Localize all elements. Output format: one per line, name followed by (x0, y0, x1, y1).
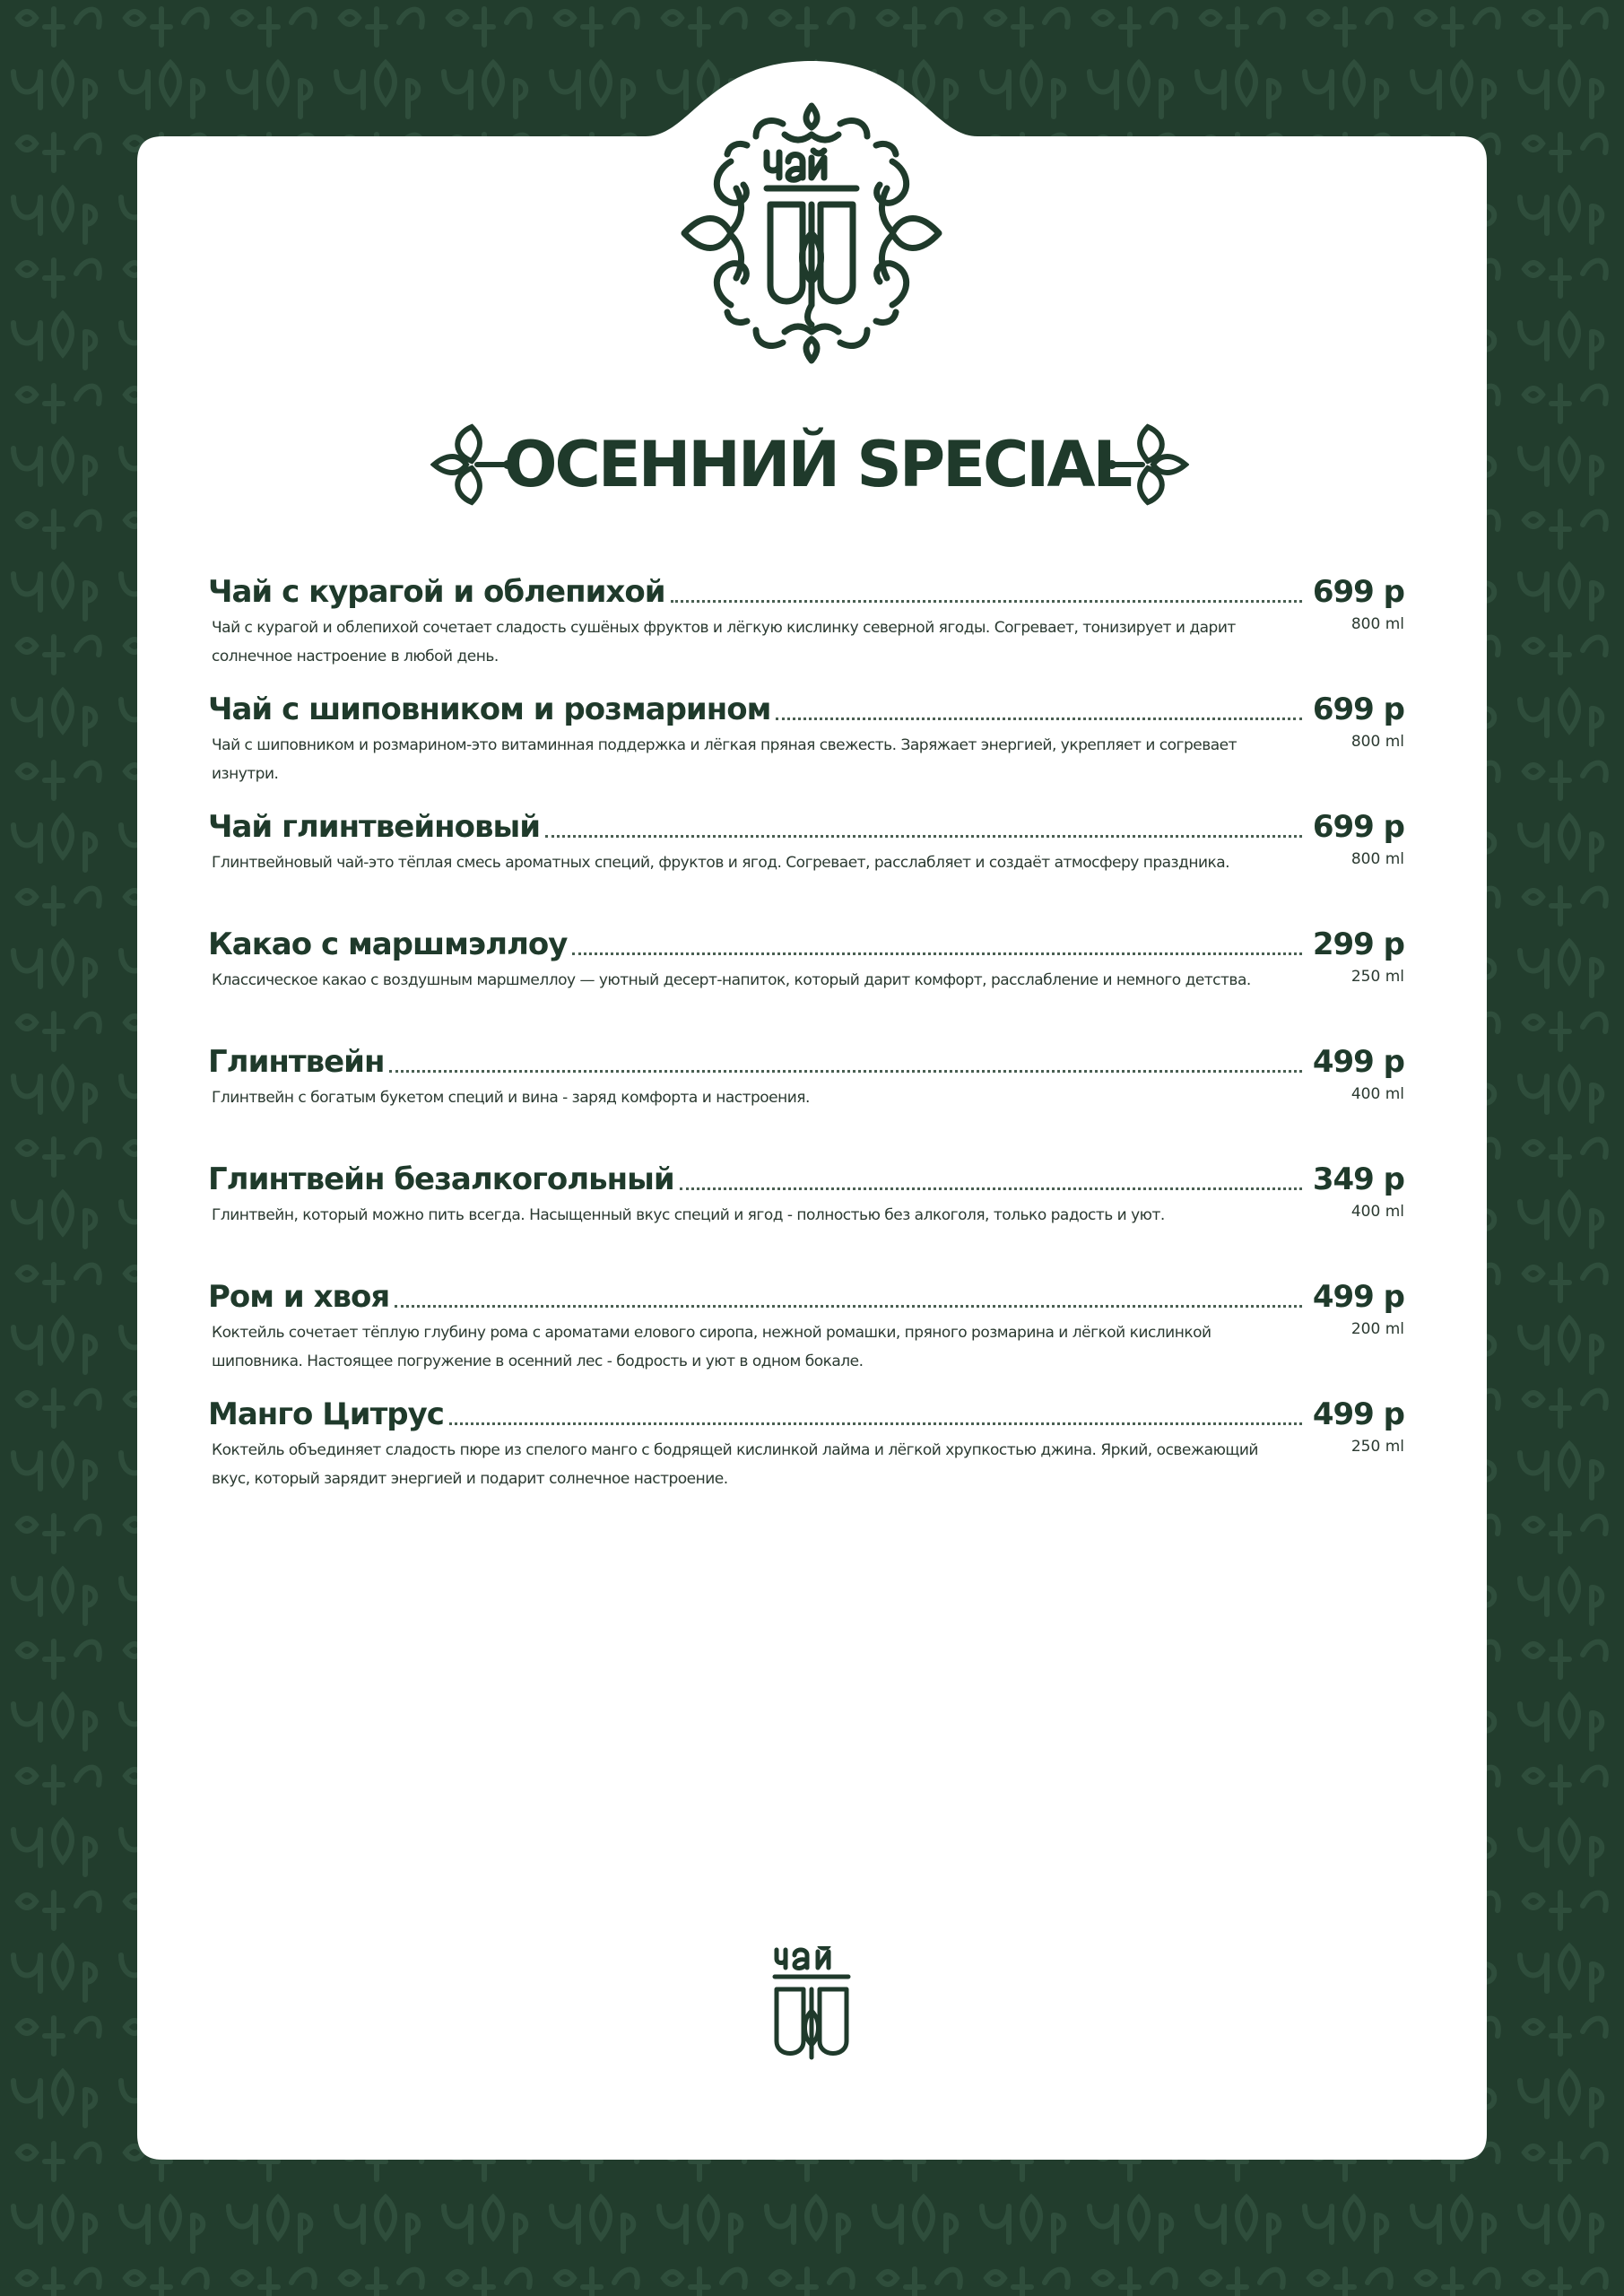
menu-item (208, 1152, 1404, 1260)
item-description: Коктейль объединяет сладость пюре из спелого манго с бодрящей кислинкой лайма и лёгкой хрупкостью джина. Яркий, освежающий вкус, который зарядит энергией и подарит солнечное настроение. (212, 1441, 1258, 1488)
item-name: Какао с маршмэллоу (208, 926, 568, 962)
dotted-leader (572, 952, 1301, 955)
item-volume: 800 ml (1350, 850, 1404, 868)
item-volume: 250 ml (1350, 968, 1404, 986)
item-price: 499 р (1312, 1279, 1404, 1315)
item-price: 299 р (1312, 926, 1404, 962)
menu-item (208, 1035, 1404, 1143)
item-name: Ром и хвоя (208, 1279, 390, 1315)
item-volume: 400 ml (1350, 1203, 1404, 1221)
dotted-leader (545, 834, 1302, 838)
chai-monogram-small-icon (771, 1946, 852, 2063)
chai-logo-icon (677, 99, 946, 368)
item-volume: 400 ml (1350, 1085, 1404, 1103)
dotted-leader (776, 717, 1301, 720)
item-name: Чай глинтвейновый (208, 809, 541, 845)
item-description: Классическое какао с воздушным маршмеллоу — уютный десерт-напиток, который дарит комфорт, расслабление и немного детства. (212, 971, 1251, 989)
title-row (430, 413, 1189, 517)
menu-item (208, 683, 1404, 790)
menu-item (208, 918, 1404, 1025)
menu-item (208, 1270, 1404, 1378)
menu-item (208, 1387, 1404, 1495)
item-description: Глинтвейн с богатым букетом специй и вина - заряд комфорта и настроения. (212, 1089, 810, 1107)
page-title: ОСЕННИЙ SPECIAL (504, 428, 1131, 501)
item-description: Чай с курагой и облепихой сочетает сладость сушёных фруктов и лёгкую кислинку северной ягоды. Согревает, тонизирует и дарит солнечное настроение в любой день. (212, 619, 1236, 665)
item-volume: 800 ml (1350, 733, 1404, 751)
dotted-leader (389, 1069, 1301, 1073)
item-volume: 250 ml (1350, 1438, 1404, 1456)
dotted-leader (395, 1304, 1302, 1308)
item-name: Чай с курагой и облепихой (208, 574, 665, 610)
item-name: Глинтвейн (208, 1044, 385, 1080)
item-price: 499 р (1312, 1396, 1404, 1432)
item-name: Чай с шиповником и розмарином (208, 691, 771, 727)
dotted-leader (449, 1422, 1302, 1425)
item-price: 699 р (1312, 574, 1404, 610)
leaf-ornament-left-icon (430, 418, 509, 511)
item-description: Коктейль сочетает тёплую глубину рома с ароматами елового сиропа, нежной ромашки, пряного розмарина и лёгкой кислинкой шиповника. Настоящее погружение в осенний лес - бодрость и уют в одном бокале. (212, 1324, 1211, 1370)
menu-item (208, 800, 1404, 908)
item-price: 499 р (1312, 1044, 1404, 1080)
leaf-ornament-right-icon (1110, 418, 1189, 511)
item-price: 699 р (1312, 691, 1404, 727)
dotted-leader (671, 599, 1302, 603)
item-price: 699 р (1312, 809, 1404, 845)
item-description: Глинтвейновый чай-это тёплая смесь ароматных специй, фруктов и ягод. Согревает, расслабляет и создаёт атмосферу праздника. (212, 854, 1230, 872)
menu-item (208, 565, 1404, 673)
item-name: Манго Цитрус (208, 1396, 444, 1432)
item-volume: 800 ml (1350, 615, 1404, 633)
item-description: Глинтвейн, который можно пить всегда. Насыщенный вкус специй и ягод - полностью без алкоголя, только радость и уют. (212, 1206, 1165, 1224)
item-name: Глинтвейн безалкогольный (208, 1161, 674, 1197)
item-price: 349 р (1312, 1161, 1404, 1197)
dotted-leader (680, 1187, 1302, 1190)
item-volume: 200 ml (1350, 1320, 1404, 1338)
item-description: Чай с шиповником и розмарином-это витаминная поддержка и лёгкая пряная свежесть. Заряжает энергией, укрепляет и согревает изнутри. (212, 736, 1238, 783)
